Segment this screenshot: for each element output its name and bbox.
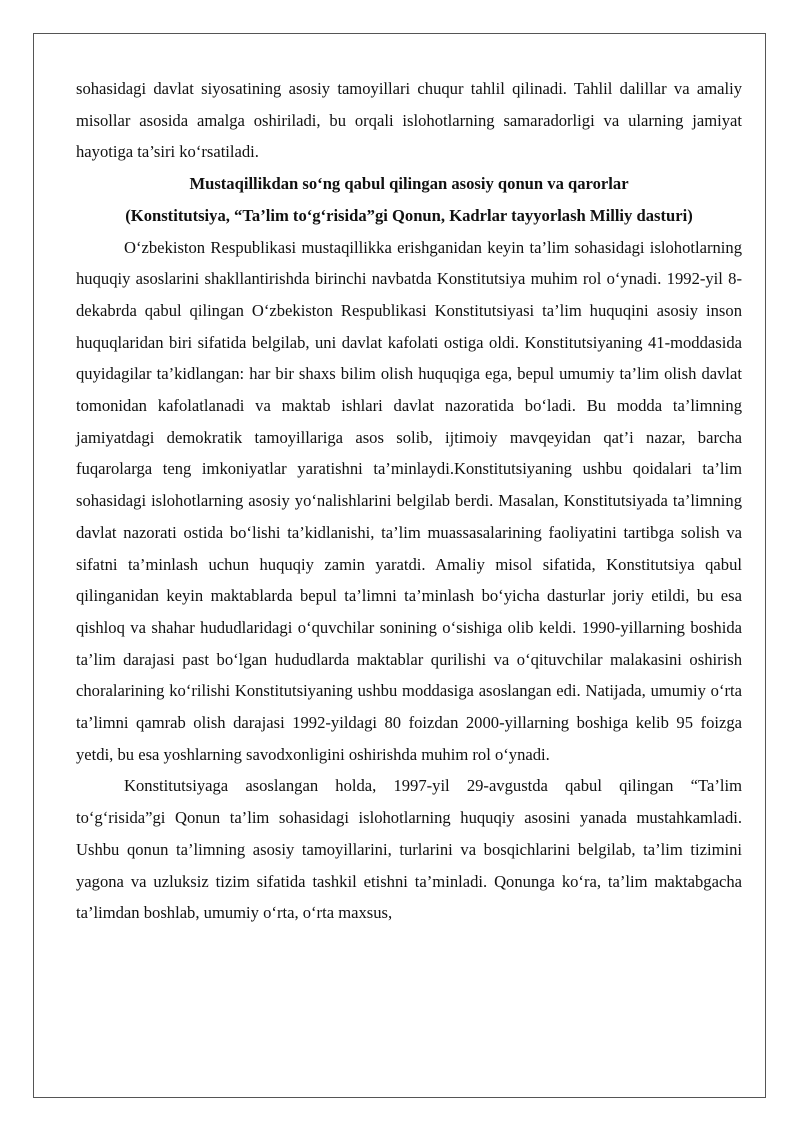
document-body [76,73,742,929]
body-paragraph-1: O‘zbekiston Respublikasi mustaqillikka erishganidan keyin ta’lim sohasidagi islohotlarning huquqiy asoslarini shakllantirishda birinchi navbatda Konstitutsiya muhim rol o‘ynadi. 1992-yil 8-dekabrda qabul qilingan O‘zbekiston Respublikasi Konstitutsiyasi ta’lim huquqini asosiy inson huquqlaridan biri sifatida belgilab, uni davlat kafolati ostiga oldi. Konstitutsiyaning 41-moddasida quyidagilar ta’kidlangan: har bir shaxs bilim olish huquqiga ega, bepul umumiy ta’lim olish davlat tomonidan kafolatlanadi va maktab ishlari davlat nazoratida bo‘ladi. Bu modda ta’limning jamiyatdagi demokratik tamoyillariga asos solib, ijtimoiy mavqeyidan qat’i nazar, barcha fuqarolarga teng imkoniyatlar yaratishni ta’minlaydi.Konstitutsiyaning ushbu qoidalari ta’lim sohasidagi islohotlarning asosiy yo‘nalishlarini belgilab berdi. Masalan, Konstitutsiyada ta’limning davlat nazorati ostida bo‘lishi ta’kidlanishi, ta’lim muassasalarining faoliyatini tartibga solish va sifatni ta’minlash uchun huquqiy zamin yaratdi. Amaliy misol sifatida, Konstitutsiya qabul qilinganidan keyin maktablarda bepul ta’limni ta’minlash bo‘yicha dasturlar joriy etildi, bu esa qishloq va shahar hududlaridagi o‘quvchilar sonining o‘sishiga olib keldi. 1990-yillarning boshida ta’lim darajasi past bo‘lgan hududlarda maktablar qurilishi va o‘qituvchilar malakasini oshirish choralarining ko‘rilishi Konstitutsiyaning ushbu moddasiga asoslangan edi. Natijada, umumiy o‘rta ta’limni qamrab olish darajasi 1992-yildagi 80 foizdan 2000-yillarning boshiga kelib 95 foizga yetdi, bu esa yoshlarning savodxonligini oshirishda muhim rol o‘ynadi. [76,237,742,764]
intro-paragraph: sohasidagi davlat siyosatining asosiy tamoyillari chuqur tahlil qilinadi. Tahlil dalillar va amaliy misollar asosida amalga oshiriladi, bu orqali islohotlarning samaradorligi va ularning jamiyat hayotiga ta’siri ko‘rsatiladi. [76,79,742,162]
body-paragraph-2: Konstitutsiyaga asoslangan holda, 1997-yil 29-avgustda qabul qilingan “Ta’lim to‘g‘risida”gi Qonun ta’lim sohasidagi islohotlarning huquqiy asosini yanada mustahkamladi. Ushbu qonun ta’limning asosiy tamoyillarini, turlarini va bosqichlarini belgilab, ta’lim tizimini yagona va uzluksiz tizim sifatida tashkil etishni ta’minladi. Qonunga ko‘ra, ta’lim maktabgacha ta’limdan boshlab, umumiy o‘rta, o‘rta maxsus, [76,776,742,923]
section-heading-line-1: Mustaqillikdan so‘ng qabul qilingan asosiy qonun va qarorlar [189,174,629,194]
section-heading [76,168,742,231]
section-heading-line-2: (Konstitutsiya, “Ta’lim to‘g‘risida”gi Qonun, Kadrlar tayyorlash Milliy dasturi) [125,205,693,225]
